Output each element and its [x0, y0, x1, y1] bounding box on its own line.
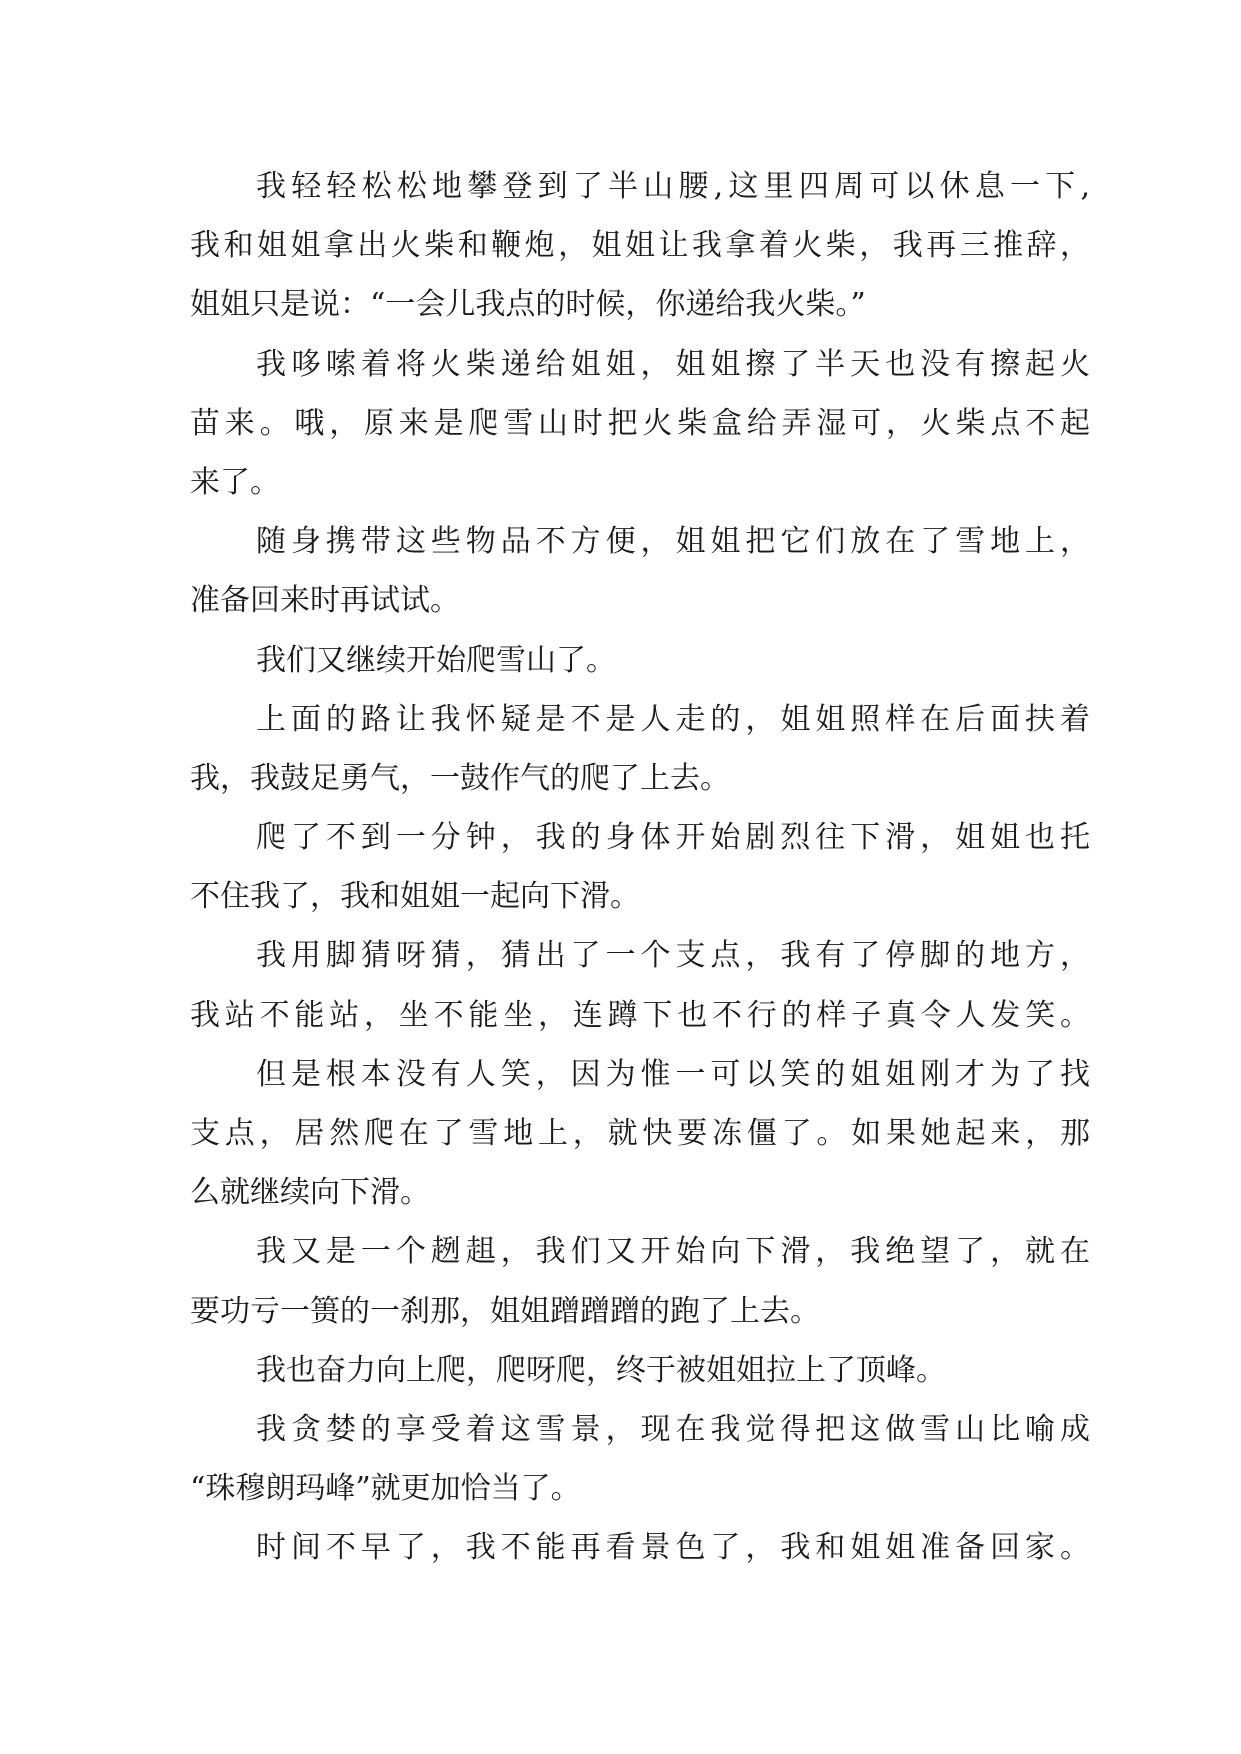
text-line: 爬了不到一分钟，我的身体开始剧烈往下滑，姐姐也托 — [256, 820, 1090, 856]
text-line: 么就继续向下滑。 — [190, 1175, 430, 1211]
text-line: 我贪婪的享受着这雪景，现在我觉得把这做雪山比喻成 — [256, 1411, 1090, 1447]
text-line: “珠穆朗玛峰”就更加恰当了。 — [190, 1471, 581, 1507]
paragraph — [190, 808, 1090, 926]
paragraph — [190, 1045, 1090, 1223]
paragraph — [190, 926, 1090, 1044]
paragraph — [190, 1222, 1090, 1340]
paragraph — [190, 1341, 1090, 1400]
text-line: 不住我了，我和姐姐一起向下滑。 — [190, 879, 640, 915]
text-line: 我哆嗦着将火柴递给姐姐，姐姐擦了半天也没有擦起火 — [256, 346, 1090, 382]
paragraph — [190, 335, 1090, 513]
text-line: 支点，居然爬在了雪地上，就快要冻僵了。如果她起来，那 — [190, 1116, 1090, 1151]
text-line: 随身携带这些物品不方便，姐姐把它们放在了雪地上， — [256, 524, 1090, 560]
text-line: 要功亏一篑的一刹那，姐姐蹭蹭蹭的跑了上去。 — [190, 1293, 820, 1329]
text-line: 我站不能站，坐不能坐，连蹲下也不行的样子真令人发笑。 — [190, 997, 1090, 1033]
paragraph — [190, 1518, 1090, 1577]
text-line: 我，我鼓足勇气，一鼓作气的爬了上去。 — [190, 760, 730, 796]
text-line: 来了。 — [190, 464, 280, 500]
article-body — [190, 157, 1090, 1578]
text-line: 但是根本没有人笑，因为惟一可以笑的姐姐刚才为了找 — [256, 1056, 1090, 1092]
text-line: 我和姐姐拿出火柴和鞭炮，姐姐让我拿着火柴，我再三推辞， — [190, 228, 1090, 264]
paragraph — [190, 512, 1090, 630]
text-line: 姐姐只是说：“一会儿我点的时候，你递给我火柴。” — [190, 287, 866, 323]
paragraph — [190, 631, 1090, 690]
text-line: 上面的路让我怀疑是不是人走的，姐姐照样在后面扶着 — [256, 701, 1090, 737]
text-line: 准备回来时再试试。 — [190, 583, 460, 619]
text-line: 我也奋力向上爬，爬呀爬，终于被姐姐拉上了顶峰。 — [256, 1352, 946, 1388]
text-line: 我轻轻松松地攀登到了半山腰,这里四周可以休息一下, — [256, 169, 1090, 204]
text-line: 时间不早了，我不能再看景色了，我和姐姐准备回家。 — [256, 1530, 1090, 1566]
paragraph — [190, 157, 1090, 335]
text-line: 苗来。哦，原来是爬雪山时把火柴盒给弄湿可，火柴点不起 — [190, 405, 1090, 441]
text-line: 我用脚猜呀猜，猜出了一个支点，我有了停脚的地方， — [256, 938, 1090, 974]
text-line: 我又是一个趔趄，我们又开始向下滑，我绝望了，就在 — [256, 1234, 1090, 1270]
paragraph — [190, 690, 1090, 808]
text-line: 我们又继续开始爬雪山了。 — [256, 642, 616, 678]
paragraph — [190, 1400, 1090, 1518]
